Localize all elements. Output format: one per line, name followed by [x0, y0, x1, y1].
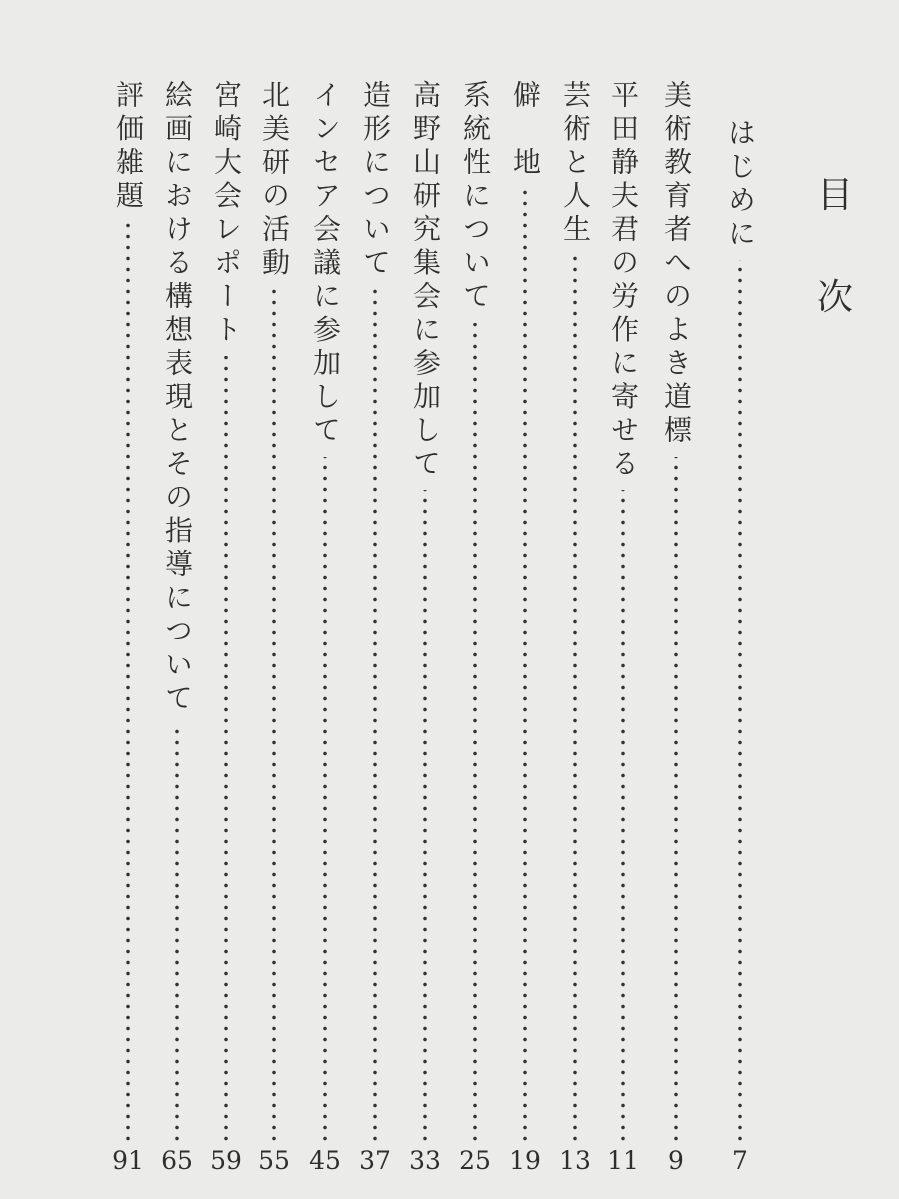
toc-entry — [603, 0, 643, 1199]
toc-entry-title: 系統性について — [459, 80, 492, 315]
dot-leader — [737, 260, 743, 1144]
toc-entry-page: 65 — [161, 1146, 193, 1175]
toc-entry-page: 91 — [112, 1146, 144, 1175]
toc-entry-title: 美術教育者へのよき道標 — [660, 80, 693, 449]
dot-leader — [572, 256, 578, 1144]
toc-entry — [455, 0, 495, 1199]
toc-entry-title: 絵画における構想表現とその指導について — [161, 80, 194, 717]
toc-title-char-2: 次 — [816, 277, 853, 318]
toc-entry-title: 芸術と人生 — [559, 80, 592, 248]
toc-entry — [555, 0, 595, 1199]
toc-entry-page: 55 — [258, 1146, 290, 1175]
toc-entry — [505, 0, 545, 1199]
toc-entry-title: 宮崎大会レポート — [210, 80, 243, 348]
toc-entry — [305, 0, 345, 1199]
toc-entry-title: 平田静夫君の労作に寄せる — [607, 80, 640, 482]
toc-entry-page: 9 — [668, 1146, 684, 1175]
toc-title-char-1: 目 — [816, 175, 853, 216]
toc-entry-title: インセア会議に参加して — [309, 80, 342, 449]
toc-entry-page: 59 — [210, 1146, 242, 1175]
dot-leader — [223, 356, 229, 1144]
dot-leader — [372, 289, 378, 1144]
toc-entry-page: 7 — [732, 1146, 748, 1175]
dot-leader — [472, 323, 478, 1144]
toc-entry — [656, 0, 696, 1199]
dot-leader — [125, 222, 131, 1144]
dot-leader — [174, 725, 180, 1144]
toc-entry — [405, 0, 445, 1199]
toc-entry-title: 北美研の活動 — [258, 80, 291, 281]
toc-entry — [108, 0, 148, 1199]
dot-leader — [522, 189, 528, 1144]
toc-entry — [355, 0, 395, 1199]
toc-entry — [157, 0, 197, 1199]
toc-entry-title: はじめに — [724, 118, 757, 252]
toc-entry-title: 評価雑題 — [112, 80, 145, 214]
toc-entry — [254, 0, 294, 1199]
toc-entry-title: 高野山研究集会に参加して — [409, 80, 442, 482]
toc-entry — [720, 0, 760, 1199]
toc-entry-title: 造形について — [359, 80, 392, 281]
toc-entry — [206, 0, 246, 1199]
toc-entry-page: 13 — [559, 1146, 591, 1175]
toc-entry-page: 19 — [509, 1146, 541, 1175]
toc-entry-title: 僻 地 — [509, 80, 542, 181]
toc-entry-page: 45 — [309, 1146, 341, 1175]
dot-leader — [322, 457, 328, 1144]
toc-entry-page: 33 — [409, 1146, 441, 1175]
dot-leader — [271, 289, 277, 1144]
dot-leader — [422, 490, 428, 1144]
dot-leader — [673, 457, 679, 1144]
toc-entry-page: 25 — [459, 1146, 491, 1175]
toc-entry-page: 11 — [607, 1146, 639, 1175]
dot-leader — [620, 490, 626, 1144]
toc-entry-page: 37 — [359, 1146, 391, 1175]
